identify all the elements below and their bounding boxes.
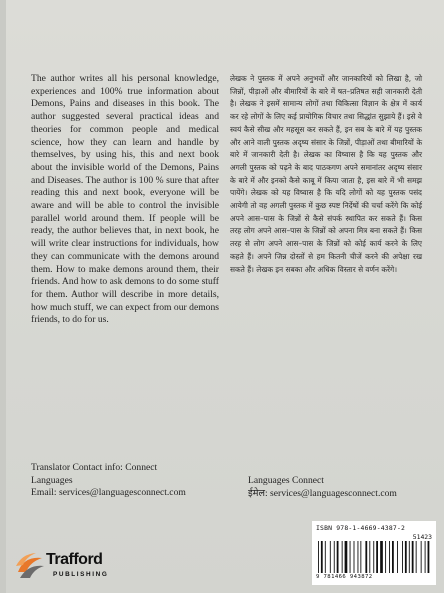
barcode-bar [337, 541, 339, 573]
translator-contact-line2: Languages [31, 474, 73, 486]
barcode-bar [425, 541, 426, 573]
barcode-bar [350, 541, 351, 573]
barcode-bar [369, 541, 370, 573]
isbn-number: ISBN 978-1-4669-4387-2 [316, 524, 406, 532]
barcode-bar [428, 541, 430, 573]
barcode-bar [421, 541, 422, 573]
barcode-bars [316, 541, 432, 573]
publisher-name: Trafford [46, 551, 103, 568]
barcode-bar [376, 541, 378, 573]
barcode-bar [412, 541, 414, 573]
barcode-bar [334, 541, 335, 573]
hindi-description: लेखक ने पुस्तक में अपने अनुभवों और जानकारियों को लिखा है, जो जिन्नों, पीड़ाओं और बीमारियों के बारे में षत–प्रतिषत सही जानकारी देती है। लेखक ने इसमें सामान्य लोगों तथा चिकित्सा विज्ञान के क्षेत्र में कार्य कर रहे लोगों के लिए कई प्रायोगिक विचार तथा सिद्धांत सुझाये हैं। इसे वे स्वयं कैसे सीख और महसूस कर सकते हैं, इन सब के बारे में यह पुस्तक और आने वाली पुस्तक अदृष्य संसार के जिन्नों, पीड़ाओं तथा बीमारियों के बारे में जानकारी देती है। लेखक का विष्वास है कि यह पुस्तक और अगली पुस्तक को पढ़ने के बाद पाठकगण अपने समानांतर अदृष्य संसार के बारे में और इनको कैसे काबू में किया जाता है, इस बारे में भी समझ पायेंगे। लेखक को यह विष्वास है कि यदि लोगों को यह पुस्तक पसंद आयेगी तो वह अगली पुस्तक में कुछ स्पष्ट निर्देषों की चर्चा करेंगे कि कोई अपने आस–पास के जिन्नों से कैसे संपर्क स्थापित कर सकते हैं। किस तरह लोग अपने आस–पास के जिन्नों को अपना मित्र बना सकते हैं। किस तरह से लोग अपने आस–पास के जिन्नों को कोई कार्य करने के लिए कहते हैं। अपने जिन्न दोस्तों से हम कितनी चीजें करने की अपेक्षा रख सकते हैं। लेखक इन सबका और अधिक विस्तार से वर्णन करेंगे। [230, 74, 422, 274]
barcode-bar [389, 541, 390, 573]
cover-spine-edge [0, 0, 6, 593]
barcode-bar [325, 541, 326, 573]
languages-connect-contact [248, 475, 438, 500]
barcode-bar [373, 541, 374, 573]
barcode-bar [342, 541, 343, 573]
translator-email-label: Email: [31, 487, 59, 499]
barcode-bar [397, 541, 398, 573]
publisher-tagline: PUBLISHING [53, 571, 109, 578]
barcode-bar [392, 541, 394, 573]
translator-contact-line1: Translator Contact info: Connect [31, 462, 158, 473]
barcode-bar [405, 541, 407, 573]
hindi-email-label: ईमेल: [248, 487, 271, 499]
translator-email[interactable]: services@languagesconnect.com [58, 487, 186, 499]
barcode-bar [360, 541, 361, 573]
barcode-bar [354, 541, 355, 573]
isbn-barcode-box [312, 521, 436, 585]
languages-connect-email[interactable]: services@languagesconnect.com [270, 487, 397, 499]
barcode-bar [330, 541, 331, 573]
english-description: The author writes all his personal knowledge, experiences and 100% true information about Demons, Pains and diseases in this book. The author suggested several practical ideas and theories for common people and medical science, how they can learn and handle by themselves, by using his, this and next book about the invisible world of the Demons, Pains and Diseases. The author is 100 % sure that after reading this and next book, everyone will be aware and will be able to control the invisible parallel world around them. If people will be ready, the author believes that, in next book, he will write clear instructions for individuals, how they can communicate with the demons around them. How to make demons around them, their friends. And how to ask demons to do some stuff for them. Author will describe in more details, how much stuff, we can expect from our demons friends, to do for us. [31, 73, 219, 326]
barcode-bar [345, 541, 348, 573]
barcode-digits: 9 781466 943872 [316, 574, 373, 580]
trafford-swirl-icon [14, 550, 48, 584]
barcode-bar [321, 541, 323, 573]
barcode-bar [358, 541, 359, 573]
translator-email-line [31, 487, 231, 500]
translator-contact-info [31, 462, 231, 500]
barcode-bar [380, 541, 383, 573]
barcode-bar [402, 541, 403, 573]
barcode-bar [365, 541, 367, 573]
trafford-logo [14, 550, 124, 584]
barcode-bar [409, 541, 410, 573]
languages-connect-email-line [248, 488, 438, 501]
barcode-bar [385, 541, 386, 573]
price-code: 51423 [412, 533, 432, 541]
barcode-bar [416, 541, 417, 573]
barcode-bar [318, 541, 319, 573]
languages-connect-name: Languages Connect [248, 475, 324, 486]
